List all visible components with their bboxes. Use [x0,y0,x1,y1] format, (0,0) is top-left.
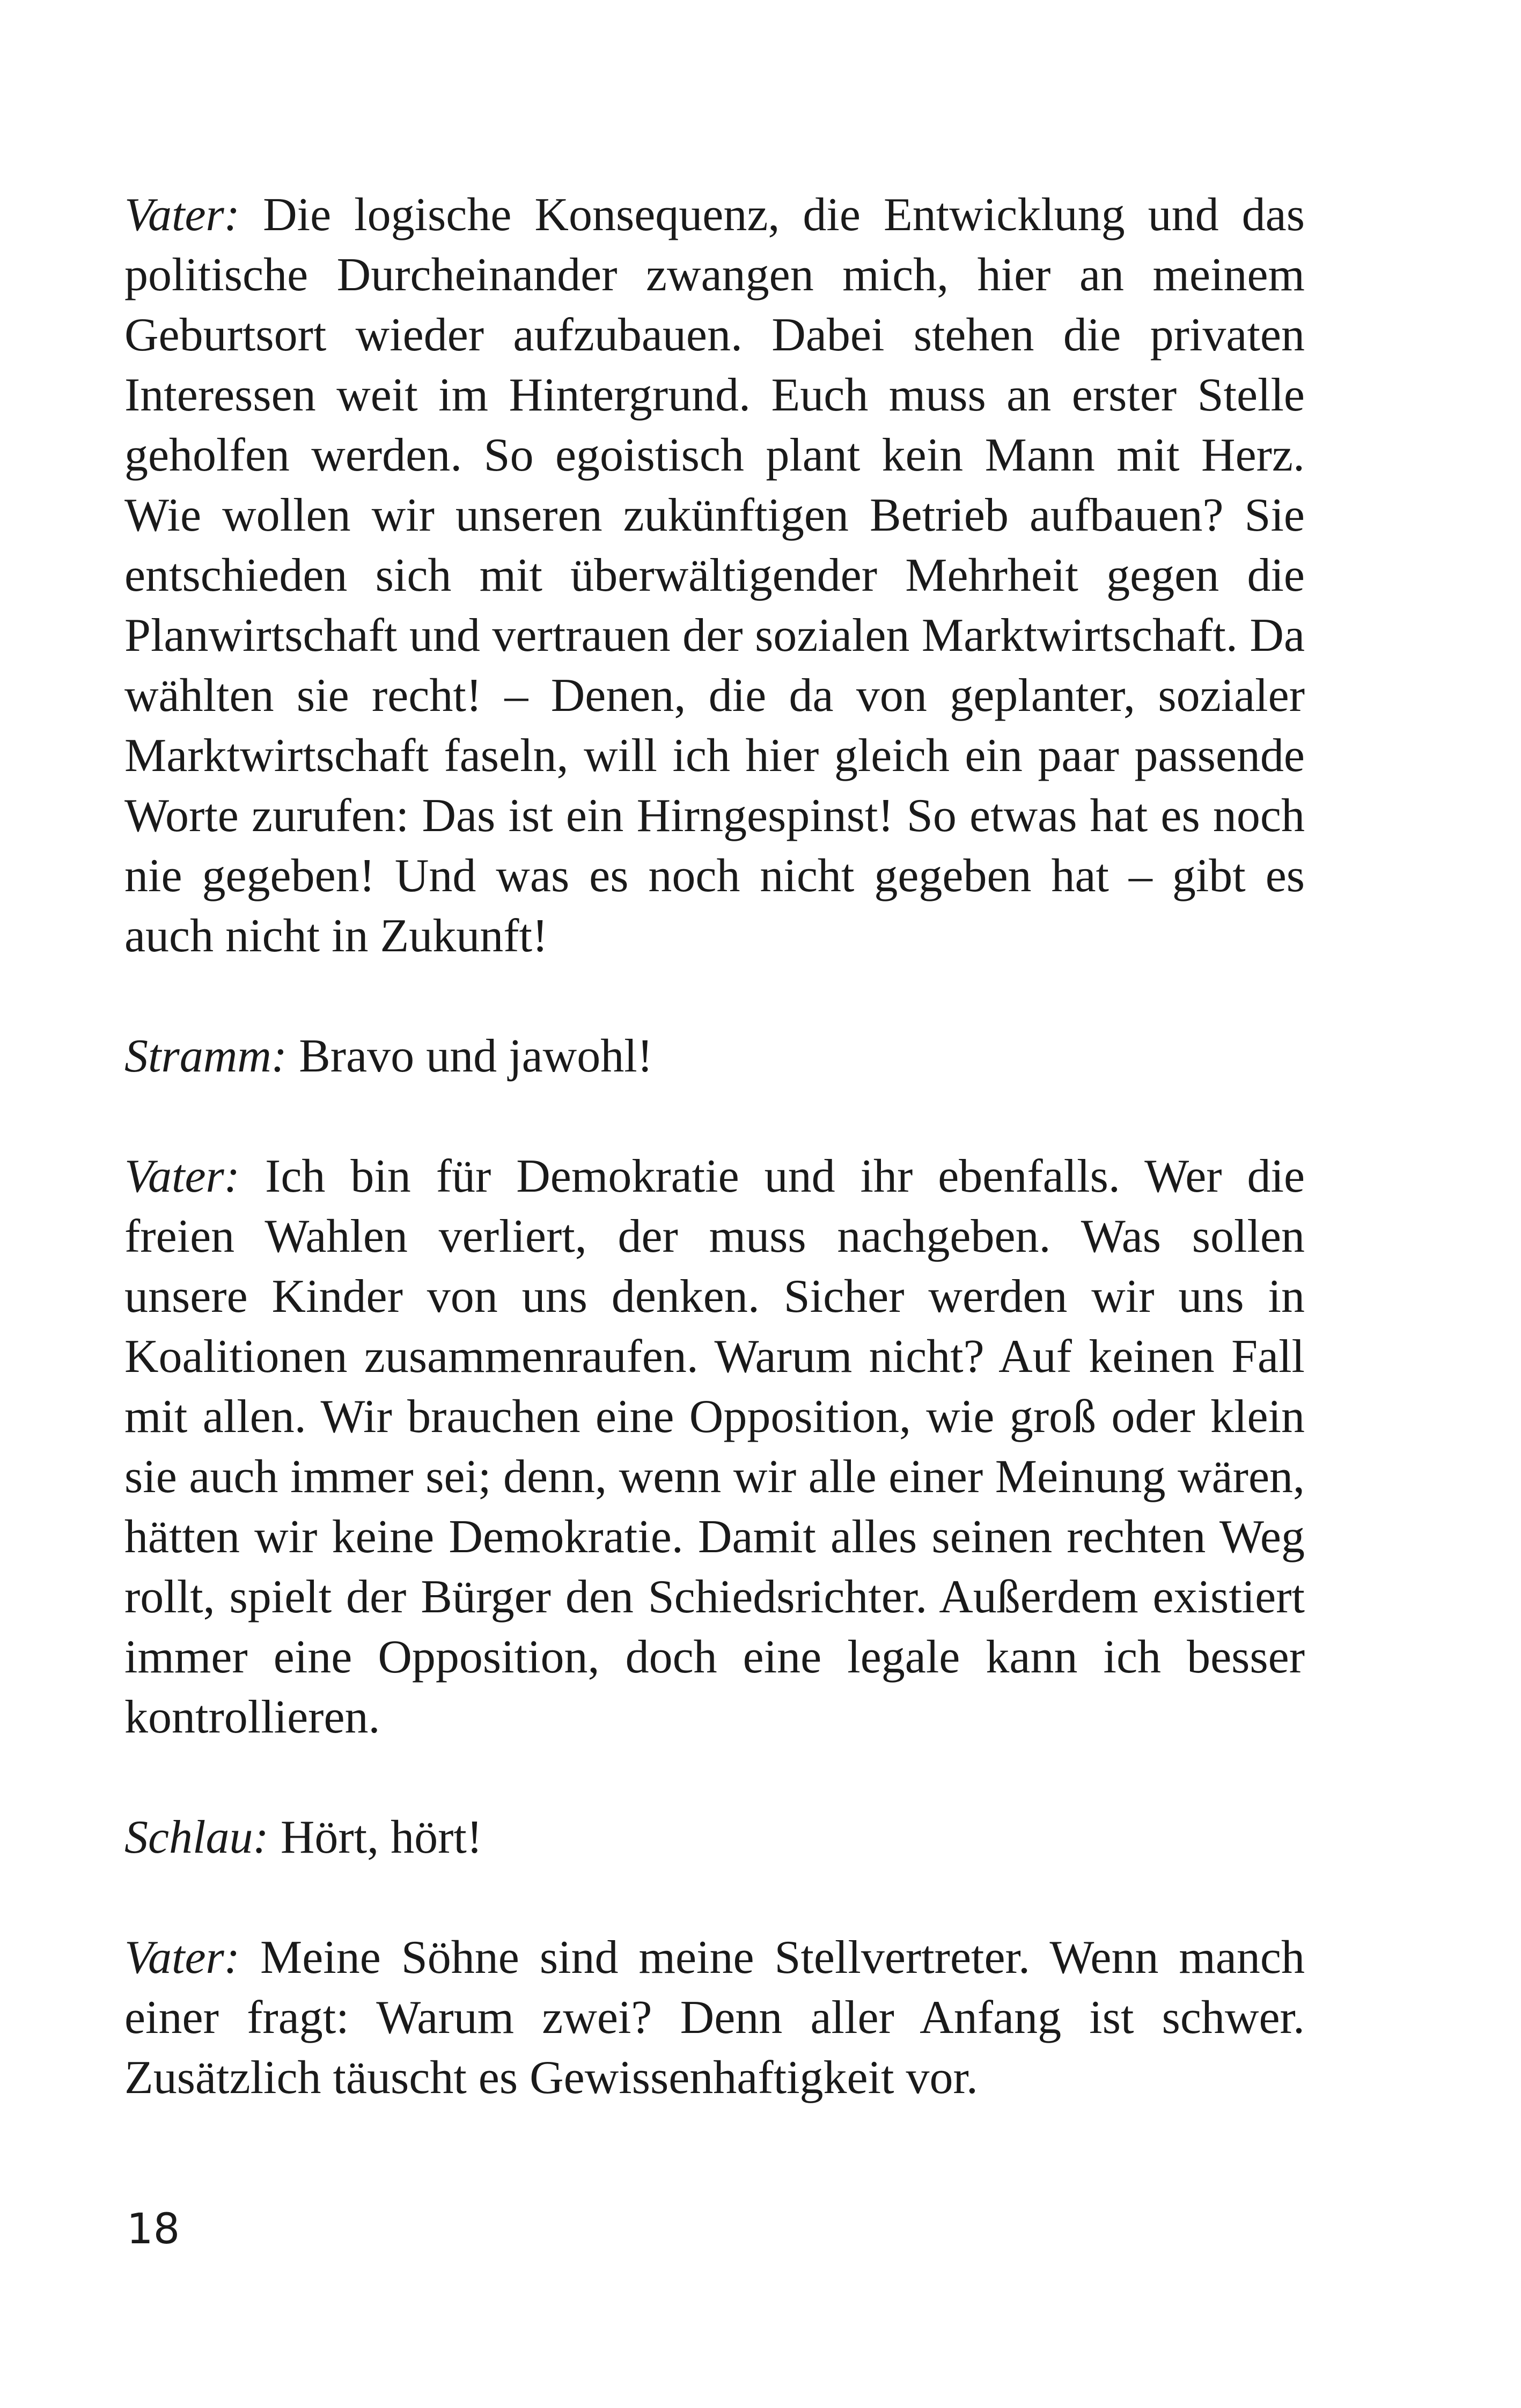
speech-text: Bravo und jawohl! [299,1030,653,1082]
dialogue-paragraph [124,185,1305,966]
dialogue-paragraph [124,1928,1305,2108]
speech-text: Hört, hört! [280,1811,483,1863]
speaker-name: Schlau: [124,1811,269,1863]
page-number: 18 [127,2205,180,2253]
speaker-name: Vater: [124,1932,240,1984]
speech-text: Ich bin für Demokratie und ihr ebenfalls. Wer die freien Wahlen verliert, der muss nachgeben. Was sollen unsere Kinder von uns denken. Sicher werden wir uns in Koalitionen zusammenraufen. Warum nicht? Auf keinen Fall mit allen. Wir brauchen eine Opposition, wie groß oder klein sie auch immer sei; denn, wenn wir alle einer Meinung wären, hätten wir keine Demokratie. Damit alles seinen rechten Weg rollt, spielt der Bürger den Schiedsrichter. Außerdem existiert immer eine Opposition, doch eine legale kann ich besser kontrollieren. [124,1150,1305,1743]
speaker-name: Stramm: [124,1030,288,1082]
speaker-name: Vater: [124,189,240,241]
speech-text: Meine Söhne sind meine Stellvertreter. Wenn manch einer fragt: Warum zwei? Denn aller Anfang ist schwer. Zusätzlich täuscht es Gewissenhaftigkeit vor. [124,1932,1305,2104]
dialogue-paragraph [124,1808,1305,1868]
dialogue-paragraph [124,1026,1305,1086]
dialogue-paragraph [124,1147,1305,1748]
speech-text: Die logische Konsequenz, die Entwicklung und das politische Durcheinander zwangen mich, hier an meinem Geburtsort wieder aufzubauen. Dabei stehen die privaten Interessen weit im Hintergrund. Euch muss an erster Stelle geholfen werden. So egoistisch plant kein Mann mit Herz. Wie wollen wir unseren zukünftigen Betrieb aufbauen? Sie entschieden sich mit überwältigender Mehrheit gegen die Planwirtschaft und vertrauen der sozialen Marktwirtschaft. Da wählten sie recht! – Denen, die da von geplanter, sozialer Marktwirtschaft faseln, will ich hier gleich ein paar passende Worte zurufen: Das ist ein Hirngespinst! So etwas hat es noch nie gegeben! Und was es noch nicht gegeben hat – gibt es auch nicht in Zukunft! [124,189,1305,962]
dialogue-text [124,185,1305,2168]
speaker-name: Vater: [124,1150,240,1202]
